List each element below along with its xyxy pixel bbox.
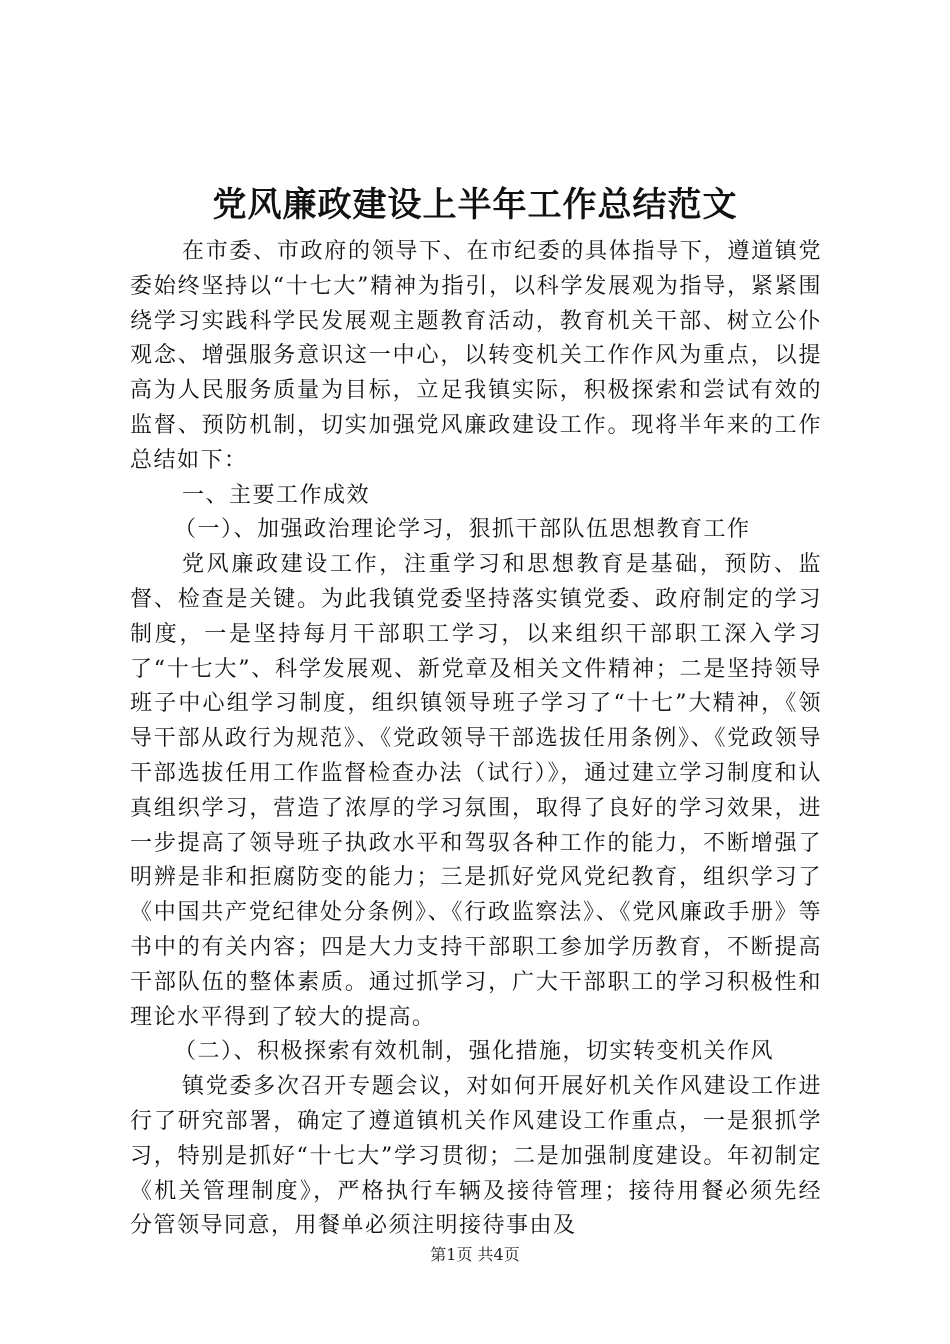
intro-paragraph: 在市委、市政府的领导下、在市纪委的具体指导下，遵道镇党委始终坚持以“十七大”精神为指引，以科学发展观为指导，紧紧围绕学习实践科学民发展观主题教育活动，教育机关干部、树立公仆观念、增强服务意识这一中心，以转变机关工作作风为重点，以提高为人民服务质量为目标，立足我镇实际，积极探索和尝试有效的监督、预防机制，切实加强党风廉政建设工作。现将半年来的工作总结如下： [130, 239, 822, 473]
subsection-heading-2: （二）、积极探索有效机制，强化措施，切实转变机关作风 [174, 1039, 775, 1065]
document-body [130, 235, 822, 1244]
subsection-2-paragraph: 镇党委多次召开专题会议，对如何开展好机关作风建设工作进行了研究部署，确定了遵道镇机关作风建设工作重点，一是狠抓学习，特别是抓好“十七大”学习贯彻；二是加强制度建设。年初制定《机关管理制度》，严格执行车辆及接待管理；接待用餐必须先经分管领导同意，用餐单必须注明接待事由及 [130, 1074, 822, 1239]
section-heading-main-results: 一、主要工作成效 [182, 482, 371, 508]
subsection-1-paragraph: 党风廉政建设工作，注重学习和思想教育是基础，预防、监督、检查是关键。为此我镇党委坚持落实镇党委、政府制定的学习制度，一是坚持每月干部职工学习，以来组织干部职工深入学习了“十七大”、科学发展观、新党章及相关文件精神；二是坚持领导班子中心组学习制度，组织镇领导班子学习了“十七”大精神，《领导干部从政行为规范》、《党政领导干部选拔任用条例》、《党政领导干部选拔任用工作监督检查办法（试行）》，通过建立学习制度和认真组织学习，营造了浓厚的学习氛围，取得了良好的学习效果，进一步提高了领导班子执政水平和驾驭各种工作的能力，不断增强了明辨是非和拒腐防变的能力；三是抓好党风党纪教育，组织学习了《中国共产党纪律处分条例》、《行政监察法》、《党风廉政手册》等书中的有关内容；四是大力支持干部职工参加学历教育，不断提高干部队伍的整体素质。通过抓学习，广大干部职工的学习积极性和理论水平得到了较大的提高。 [130, 552, 822, 1030]
subsection-heading-1: （一）、加强政治理论学习，狠抓干部队伍思想教育工作 [174, 517, 751, 543]
page-footer: 第1页 共4页 [430, 1245, 520, 1264]
document-title: 党风廉政建设上半年工作总结范文 [212, 185, 738, 225]
